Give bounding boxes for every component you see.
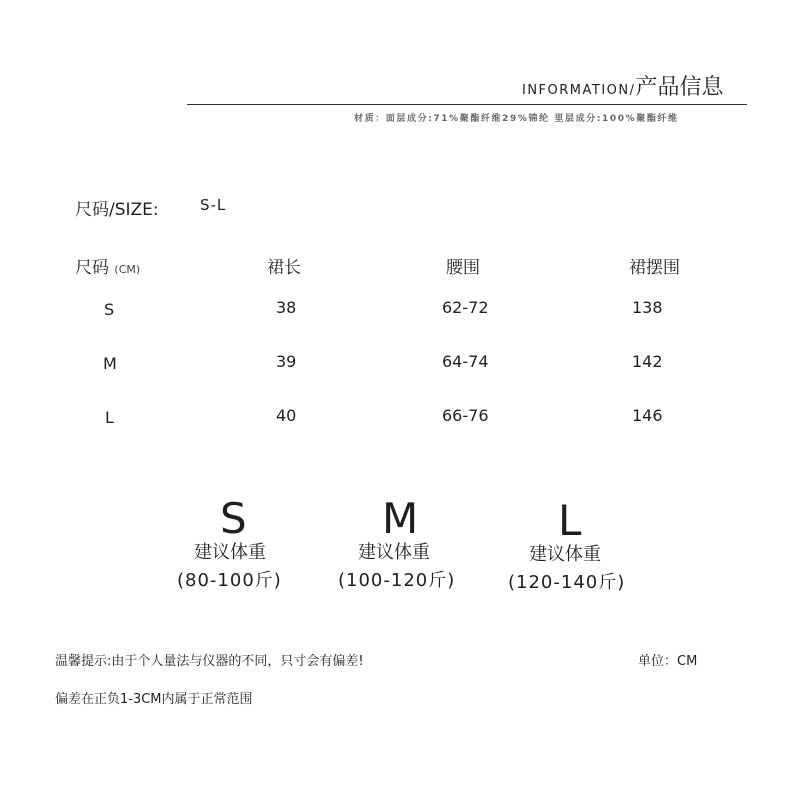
table-cell-hem: 142 bbox=[632, 352, 663, 371]
col-header-length: 裙长 bbox=[267, 258, 301, 278]
unit-text: 单位：CM bbox=[638, 654, 698, 669]
table-cell-size: S bbox=[104, 300, 115, 319]
col-header-hem: 裙摆围 bbox=[629, 258, 680, 278]
recommend-label-m: 建议体重 bbox=[358, 542, 430, 563]
col-header-waist: 腰围 bbox=[446, 258, 480, 278]
recommend-range-s: (80-100斤) bbox=[177, 570, 282, 591]
recommend-size-s: S bbox=[220, 494, 247, 543]
table-cell-waist: 64-74 bbox=[442, 352, 489, 371]
recommend-label-s: 建议体重 bbox=[194, 542, 266, 563]
col-header-size-unit: (CM) bbox=[114, 263, 141, 276]
size-value: S-L bbox=[200, 196, 227, 214]
table-cell-waist: 62-72 bbox=[442, 298, 489, 317]
material-text: 材质：面层成分:71%聚酯纤维29%锦纶 里层成分:100%聚酯纤维 bbox=[354, 114, 679, 124]
col-header-size-label: 尺码 bbox=[75, 258, 109, 278]
info-title-en: INFORMATION/ bbox=[522, 83, 636, 98]
table-cell-length: 38 bbox=[276, 298, 297, 317]
recommend-range-m: (100-120斤) bbox=[338, 570, 456, 591]
recommend-size-m: M bbox=[382, 494, 419, 543]
col-header-size bbox=[75, 253, 140, 278]
recommend-range-l: (120-140斤) bbox=[508, 572, 626, 593]
info-title-cn: 产品信息 bbox=[635, 75, 724, 100]
table-cell-waist: 66-76 bbox=[442, 406, 489, 425]
info-title bbox=[522, 70, 724, 101]
size-label: 尺码/SIZE: bbox=[75, 200, 159, 220]
table-cell-length: 39 bbox=[276, 352, 297, 371]
tip-text: 温馨提示:由于个人量法与仪器的不同，只寸会有偏差! bbox=[55, 654, 364, 669]
table-cell-hem: 146 bbox=[632, 406, 663, 425]
table-cell-length: 40 bbox=[276, 406, 297, 425]
header-divider bbox=[187, 104, 747, 105]
table-cell-hem: 138 bbox=[632, 298, 663, 317]
recommend-size-l: L bbox=[558, 496, 582, 545]
table-cell-size: M bbox=[103, 354, 117, 373]
table-cell-size: L bbox=[105, 408, 114, 427]
recommend-label-l: 建议体重 bbox=[529, 544, 601, 565]
tip-text-2: 偏差在正负1-3CM内属于正常范围 bbox=[55, 692, 253, 707]
